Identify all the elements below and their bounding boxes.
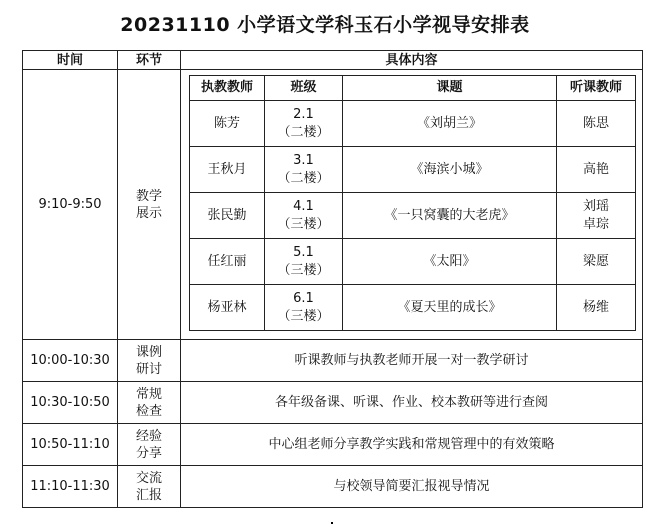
- lesson-grade-class: 5.1: [293, 244, 314, 260]
- page-title: 20231110 小学语文学科玉石小学视导安排表: [120, 14, 530, 36]
- lesson-header-listeners: 听课教师: [557, 76, 636, 101]
- lesson-header-topic: 课题: [343, 76, 557, 101]
- lesson-grade-floor: （三楼）: [277, 308, 330, 324]
- lesson-listener: 梁愿: [582, 253, 609, 269]
- stray-dot: [331, 522, 333, 524]
- teaching-time: 9:10-9:50: [23, 70, 118, 340]
- schedule-row: [23, 382, 643, 424]
- lesson-topic: 《海滨小城》: [343, 147, 557, 193]
- teaching-phase: [118, 70, 181, 340]
- schedule-phase-line1: 常规: [135, 386, 162, 402]
- lesson-grade-class: 4.1: [293, 198, 314, 214]
- lesson-listeners: [557, 147, 636, 193]
- schedule-content: 中心组老师分享教学实践和常规管理中的有效策略: [181, 424, 643, 466]
- schedule-row: [23, 466, 643, 508]
- lesson-teacher: 杨亚林: [190, 285, 265, 331]
- lesson-header-grade: 班级: [265, 76, 343, 101]
- schedule-time: 10:00-10:30: [23, 340, 118, 382]
- schedule-phase-line2: 分享: [135, 445, 162, 461]
- lesson-grade-class: 6.1: [293, 290, 314, 306]
- lesson-listeners: [557, 193, 636, 239]
- teaching-phase-line2: 展示: [135, 205, 162, 221]
- lesson-grade: [265, 193, 343, 239]
- header-content: 具体内容: [181, 51, 643, 70]
- lesson-listener: 高艳: [582, 161, 609, 177]
- schedule-row: [23, 340, 643, 382]
- schedule-table: [22, 50, 643, 508]
- lesson-teacher: 任红丽: [190, 239, 265, 285]
- lesson-grade: [265, 239, 343, 285]
- lesson-row: [190, 285, 636, 331]
- lesson-row: [190, 193, 636, 239]
- lesson-grade-floor: （三楼）: [277, 262, 330, 278]
- lesson-grade-class: 3.1: [293, 152, 314, 168]
- lesson-grade-floor: （二楼）: [277, 124, 330, 140]
- schedule-phase-line1: 课例: [135, 344, 162, 360]
- schedule-time: 11:10-11:30: [23, 466, 118, 508]
- lesson-grade: [265, 147, 343, 193]
- lesson-row: [190, 147, 636, 193]
- teaching-phase-line1: 教学: [135, 188, 162, 204]
- schedule-phase: [118, 466, 181, 508]
- schedule-phase-line1: 交流: [135, 470, 162, 486]
- lesson-teacher: 张民勤: [190, 193, 265, 239]
- lesson-grade-class: 2.1: [293, 106, 314, 122]
- lesson-topic: 《一只窝囊的大老虎》: [343, 193, 557, 239]
- schedule-phase: [118, 382, 181, 424]
- schedule-time: 10:50-11:10: [23, 424, 118, 466]
- schedule-phase-line2: 汇报: [135, 487, 162, 503]
- schedule-row: [23, 424, 643, 466]
- lesson-topic: 《太阳》: [343, 239, 557, 285]
- header-time: 时间: [23, 51, 118, 70]
- schedule-phase: [118, 424, 181, 466]
- lesson-header-teacher: 执教教师: [190, 76, 265, 101]
- lesson-table: [189, 75, 636, 331]
- lesson-listener: 陈思: [582, 115, 609, 131]
- lesson-listeners: [557, 285, 636, 331]
- lesson-row: [190, 101, 636, 147]
- lesson-teacher: 陈芳: [190, 101, 265, 147]
- schedule-content: 与校领导简要汇报视导情况: [181, 466, 643, 508]
- schedule-content: 各年级备课、听课、作业、校本教研等进行查阅: [181, 382, 643, 424]
- lesson-grade: [265, 101, 343, 147]
- schedule-content: 听课教师与执教老师开展一对一教学研讨: [181, 340, 643, 382]
- lesson-topic: 《夏天里的成长》: [343, 285, 557, 331]
- schedule-phase: [118, 340, 181, 382]
- lesson-grade-floor: （三楼）: [277, 216, 330, 232]
- schedule-phase-line2: 检查: [135, 403, 162, 419]
- header-row: [23, 51, 643, 70]
- lesson-listeners: [557, 239, 636, 285]
- lesson-topic: 《刘胡兰》: [343, 101, 557, 147]
- schedule-phase-line1: 经验: [135, 428, 162, 444]
- teaching-row: [23, 70, 643, 340]
- header-phase: 环节: [118, 51, 181, 70]
- lesson-listener: 杨维: [582, 299, 609, 315]
- schedule-phase-line2: 研讨: [135, 361, 162, 377]
- lesson-listeners: [557, 101, 636, 147]
- schedule-time: 10:30-10:50: [23, 382, 118, 424]
- lesson-grade-floor: （二楼）: [277, 170, 330, 186]
- lesson-listener: 刘瑶: [582, 198, 609, 214]
- lesson-listener: 卓琮: [582, 216, 609, 232]
- lesson-row: [190, 239, 636, 285]
- lesson-grade: [265, 285, 343, 331]
- teaching-content: [181, 70, 643, 340]
- lesson-teacher: 王秋月: [190, 147, 265, 193]
- lesson-header-row: [190, 76, 636, 101]
